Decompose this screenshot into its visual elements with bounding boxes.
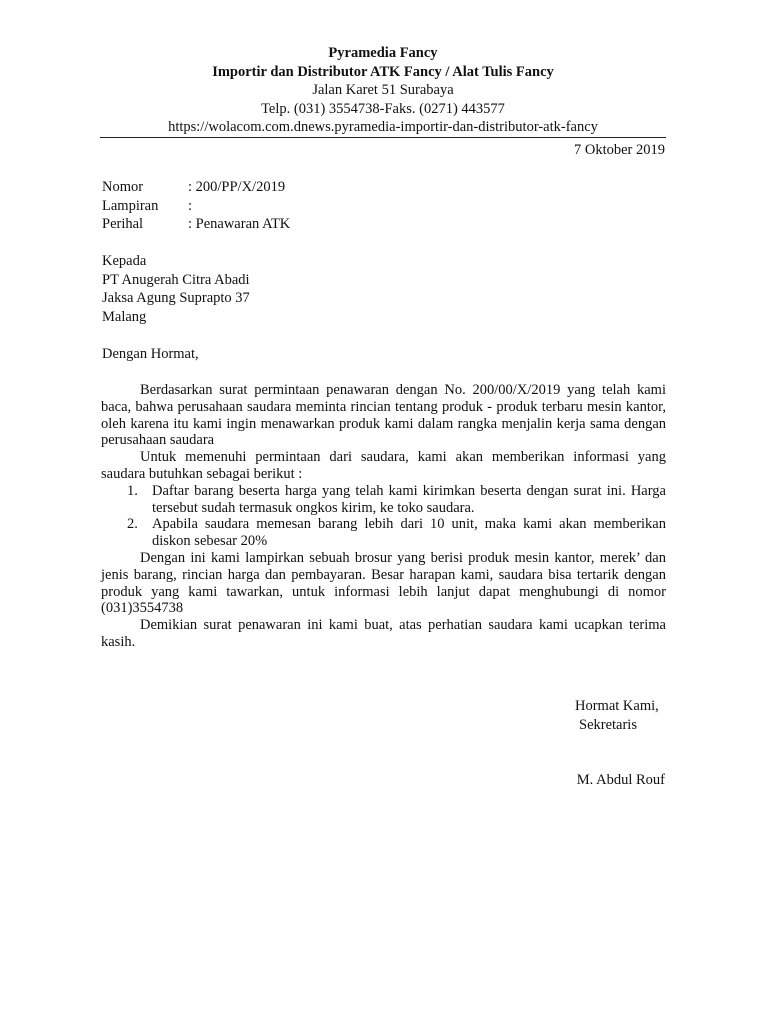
meta-value: : 200/PP/X/2019 bbox=[188, 179, 286, 195]
recipient-street: Jaksa Agung Suprapto 37 bbox=[102, 290, 250, 306]
paragraph-2: Untuk memenuhi permintaan dari saudara, kami akan memberikan informasi yang saudara butuhkan sebagai berikut : bbox=[101, 449, 666, 482]
list-text: Daftar barang beserta harga yang telah kami kirimkan beserta dengan surat ini. Harga tersebut sudah termasuk ongkos kirim, ke toko saudara. bbox=[152, 482, 666, 516]
list-item bbox=[127, 516, 666, 550]
list-number: 1. bbox=[127, 482, 138, 499]
closing-block bbox=[575, 697, 659, 734]
list-item bbox=[127, 482, 666, 517]
meta-row-lampiran bbox=[102, 197, 290, 216]
closing-salutation: Hormat Kami, bbox=[575, 698, 659, 714]
company-name: Pyramedia Fancy bbox=[328, 45, 438, 61]
meta-label: Nomor bbox=[102, 179, 144, 195]
list-number: 2. bbox=[127, 516, 138, 533]
meta-value: : Penawaran ATK bbox=[188, 216, 291, 232]
meta-label: Perihal bbox=[102, 216, 144, 232]
letterhead bbox=[100, 44, 666, 137]
letter-meta bbox=[102, 178, 290, 234]
letter-body bbox=[101, 382, 666, 651]
letterhead-divider bbox=[100, 137, 666, 138]
greeting: Dengan Hormat, bbox=[102, 346, 199, 362]
recipient-block bbox=[102, 252, 250, 326]
company-address: Jalan Karet 51 Surabaya bbox=[312, 82, 454, 98]
meta-row-nomor bbox=[102, 178, 290, 197]
letter-date: 7 Oktober 2019 bbox=[573, 142, 665, 158]
company-tagline: Importir dan Distributor ATK Fancy / Alat Tulis Fancy bbox=[212, 63, 554, 80]
company-url: https://wolacom.com.dnews.pyramedia-importir-dan-distributor-atk-fancy bbox=[168, 119, 598, 135]
closing-position: Sekretaris bbox=[579, 716, 637, 733]
company-phone: Telp. (031) 3554738-Faks. (0271) 443577 bbox=[261, 100, 505, 117]
recipient-to: Kepada bbox=[102, 253, 147, 269]
offer-list bbox=[101, 483, 666, 550]
recipient-name: PT Anugerah Citra Abadi bbox=[102, 271, 250, 288]
paragraph-3: Dengan ini kami lampirkan sebuah brosur yang berisi produk mesin kantor, merek’ dan jenis barang, rincian harga dan pembayaran. Besar harapan kami, saudara bisa tertarik dengan produk yang kami tawarkan, untuk informasi lebih lanjut dapat menghubungi di nomor (031)3554738 bbox=[101, 549, 666, 617]
paragraph-4: Demikian surat penawaran ini kami buat, atas perhatian saudara kami ucapkan terima kasih. bbox=[101, 617, 666, 650]
meta-label: Lampiran bbox=[102, 197, 159, 214]
meta-value: : bbox=[188, 197, 193, 214]
signer-name: M. Abdul Rouf bbox=[576, 772, 665, 788]
list-text: Apabila saudara memesan barang lebih dari 10 unit, maka kami akan memberikan diskon sebesar 20% bbox=[152, 516, 666, 550]
recipient-city: Malang bbox=[102, 308, 147, 325]
paragraph-1: Berdasarkan surat permintaan penawaran dengan No. 200/00/X/2019 yang telah kami baca, bahwa perusahaan saudara meminta rincian tentang produk - produk terbaru mesin kantor, oleh karena itu kami ingin menawarkan produk kami dalam rangka menjalin kerja sama dengan perusahaan saudara bbox=[101, 382, 666, 449]
meta-row-perihal bbox=[102, 215, 290, 234]
